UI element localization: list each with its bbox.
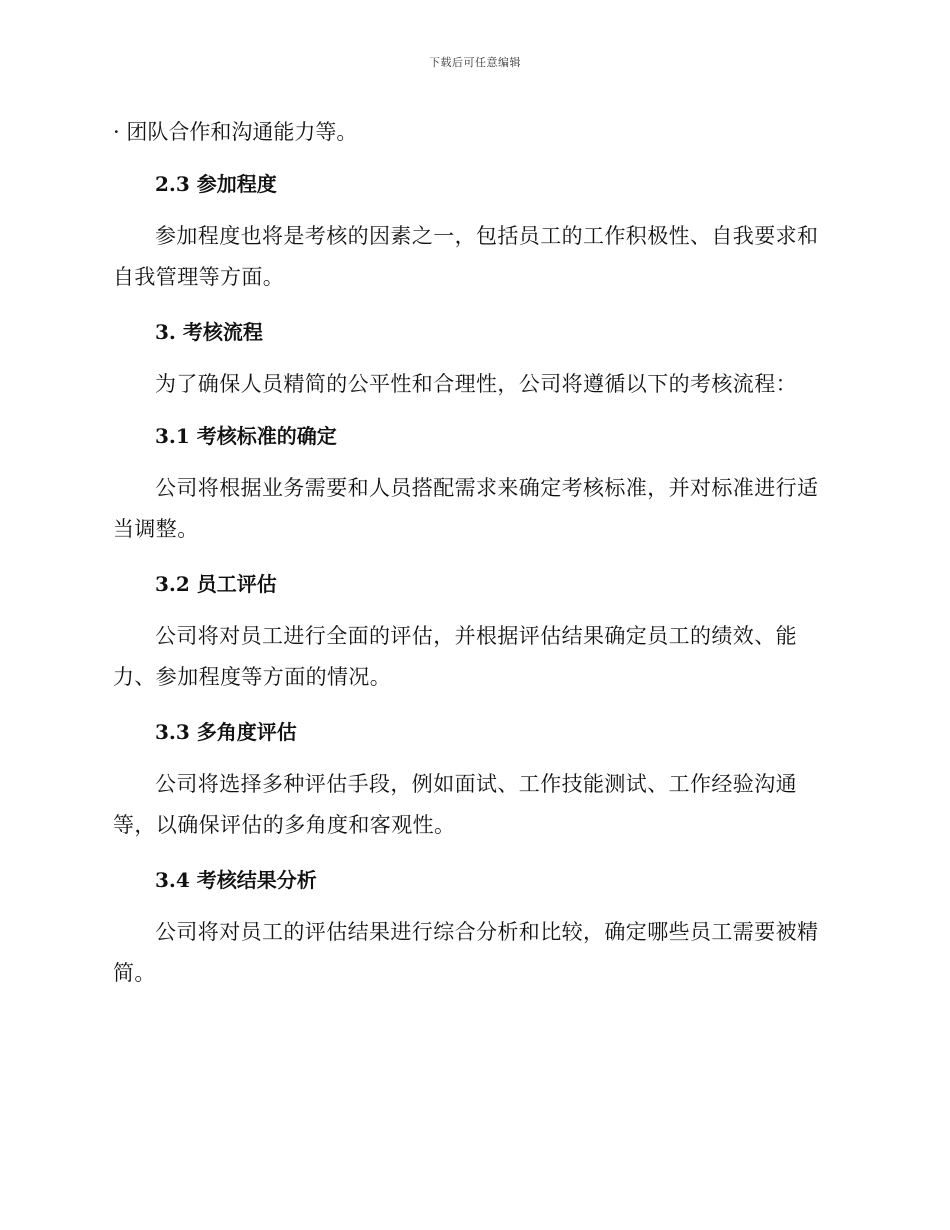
section-heading-3-4: 3.4 考核结果分析 [155,868,317,892]
paragraph-3-3: 公司将选择多种评估手段，例如面试、工作技能测试、工作经验沟通等，以确保评估的多角度和客观性。 [113,772,797,837]
section-heading-3-2: 3.2 员工评估 [155,572,277,596]
section-heading-2-3: 2.3 参加程度 [155,172,277,196]
document-body [113,112,833,994]
paragraph-2-3: 参加程度也将是考核的因素之一，包括员工的工作积极性、自我要求和自我管理等方面。 [113,224,819,289]
page-header-note: 下载后可任意编辑 [429,56,521,69]
paragraph-3-4: 公司将对员工的评估结果进行综合分析和比较，确定哪些员工需要被精简。 [113,920,819,985]
bullet-item-teamwork: · 团队合作和沟通能力等。 [113,120,358,144]
paragraph-3-1: 公司将根据业务需要和人员搭配需求来确定考核标准，并对标准进行适当调整。 [113,476,819,541]
section-heading-3: 3. 考核流程 [155,320,263,344]
paragraph-3-2: 公司将对员工进行全面的评估，并根据评估结果确定员工的绩效、能力、参加程度等方面的情况。 [113,624,797,689]
section-heading-3-3: 3.3 多角度评估 [155,720,297,744]
section-heading-3-1: 3.1 考核标准的确定 [155,424,337,448]
paragraph-3: 为了确保人员精简的公平性和合理性，公司将遵循以下的考核流程： [155,372,797,396]
